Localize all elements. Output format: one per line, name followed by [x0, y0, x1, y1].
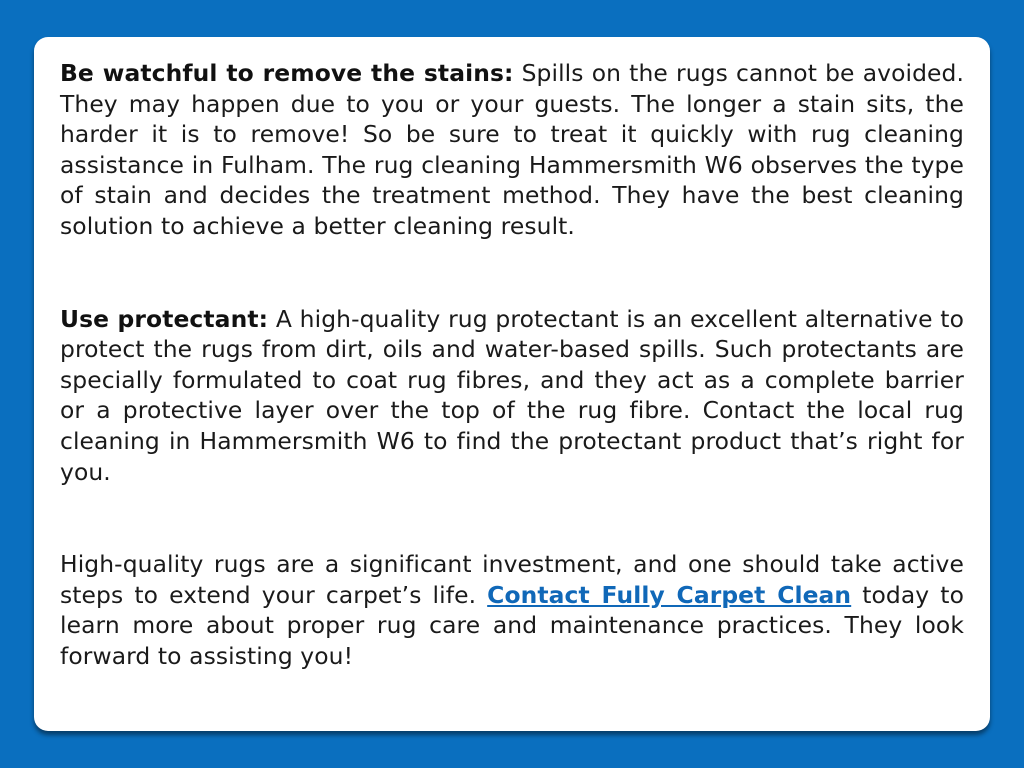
paragraph-protectant-body: A high-quality rug protectant is an excellent alternative to protect the rugs from dirt, oils and water-based spills. Such protectants are specially formulated to coat rug fibres, and they act as a complete barrier or a protective layer over the top of the rug fibre. Contact the local rug cleaning in Hammersmith W6 to find the protectant product that’s right for you.: [60, 304, 964, 486]
paragraph-protectant-heading: Use protectant:: [60, 304, 269, 333]
paragraph-closing-text-after: today to learn more about proper rug care and maintenance practices. They look forward to assisting you!: [60, 580, 964, 670]
content-card: [34, 37, 990, 731]
paragraph-closing-text-before: High-quality rugs are a significant investment, and one should take active steps to extend your carpet’s life.: [60, 550, 964, 609]
paragraph-stains: [60, 58, 964, 242]
paragraph-stains-heading: Be watchful to remove the stains:: [60, 59, 514, 87]
paragraph-protectant: [60, 304, 964, 488]
paragraph-stains-body: Spills on the rugs cannot be avoided. They may happen due to you or your guests. The longer a stain sits, the harder it is to remove! So be sure to treat it quickly with rug cleaning assistance in Fulham. The rug cleaning Hammersmith W6 observes the type of stain and decides the treatment method. They have the best cleaning solution to achieve a better cleaning result.: [60, 59, 964, 240]
contact-link[interactable]: Contact Fully Carpet Clean: [487, 580, 852, 609]
paragraph-closing: [60, 549, 964, 671]
